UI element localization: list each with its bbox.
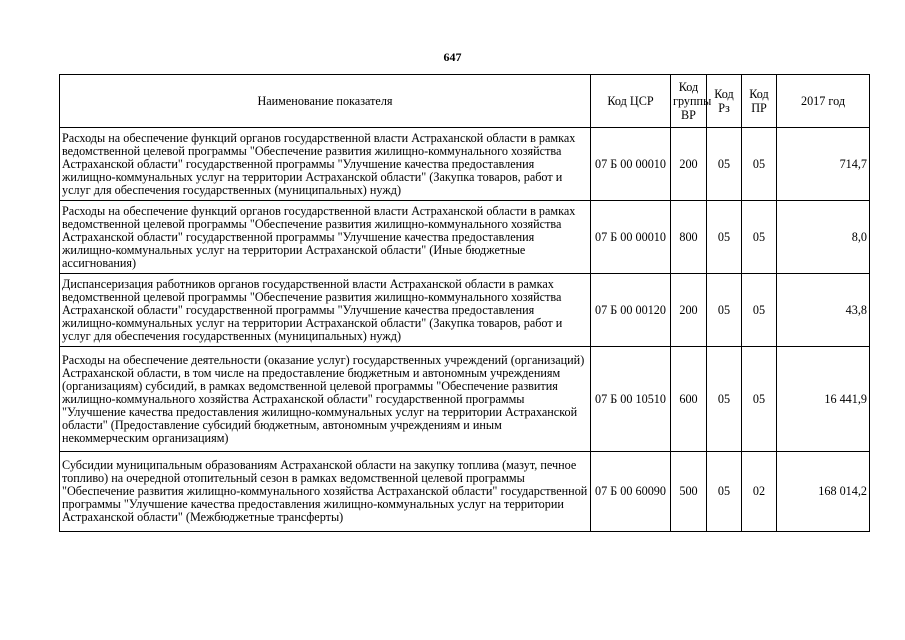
- table-row: [60, 452, 870, 532]
- row-vr: 200: [671, 128, 707, 201]
- row-csr: 07 Б 00 60090: [591, 452, 671, 532]
- row-name: Диспансеризация работников органов государственной власти Астраханской области в рамках ведомственной целевой программы "Обеспечение развития жилищно-коммунального хозяйства Астраханской области" государственной программы "Улучшение качества предоставления жилищно-коммунальных услуг на территории Астраханской области" (Закупка товаров, работ и услуг для обеспечения государственных (муниципальных) нужд): [60, 274, 591, 347]
- row-pr: 05: [742, 347, 777, 452]
- row-pr: 05: [742, 128, 777, 201]
- row-vr: 800: [671, 201, 707, 274]
- row-csr: 07 Б 00 00120: [591, 274, 671, 347]
- page-number: 647: [443, 50, 462, 64]
- row-rz: 05: [707, 128, 742, 201]
- table-row: [60, 274, 870, 347]
- row-name: Субсидии муниципальным образованиям Астраханской области на закупку топлива (мазут, печное топливо) на очередной отопительный сезон в рамках ведомственной целевой программы "Обеспечение развития жилищно-коммунального хозяйства Астраханской области" государственной программы "Улучшение качества предоставления жилищно-коммунальных услуг на территории Астраханской области" (Межбюджетные трансферты): [60, 452, 591, 532]
- table-header-row: [60, 75, 870, 128]
- table-row: [60, 347, 870, 452]
- row-amount: 168 014,2: [777, 452, 870, 532]
- row-name: Расходы на обеспечение функций органов государственной власти Астраханской области в рамках ведомственной целевой программы "Обеспечение развития жилищно-коммунального хозяйства Астраханской области" государственной программы "Улучшение качества предоставления жилищно-коммунальных услуг на территории Астраханской области" (Иные бюджетные ассигнования): [60, 201, 591, 274]
- row-amount: 714,7: [777, 128, 870, 201]
- budget-table: [59, 74, 870, 532]
- row-rz: 05: [707, 452, 742, 532]
- row-vr: 600: [671, 347, 707, 452]
- row-rz: 05: [707, 201, 742, 274]
- row-name: Расходы на обеспечение функций органов государственной власти Астраханской области в рамках ведомственной целевой программы "Обеспечение развития жилищно-коммунального хозяйства Астраханской области" государственной программы "Улучшение качества предоставления жилищно-коммунальных услуг на территории Астраханской области" (Закупка товаров, работ и услуг для обеспечения государственных (муниципальных) нужд): [60, 128, 591, 201]
- header-name: Наименование показателя: [60, 75, 591, 128]
- row-csr: 07 Б 00 00010: [591, 201, 671, 274]
- row-csr: 07 Б 00 10510: [591, 347, 671, 452]
- header-vr: Код группы ВР: [671, 75, 707, 128]
- header-csr: Код ЦСР: [591, 75, 671, 128]
- row-vr: 200: [671, 274, 707, 347]
- row-pr: 05: [742, 201, 777, 274]
- row-pr: 05: [742, 274, 777, 347]
- row-vr: 500: [671, 452, 707, 532]
- row-csr: 07 Б 00 00010: [591, 128, 671, 201]
- row-rz: 05: [707, 347, 742, 452]
- header-pr: Код ПР: [742, 75, 777, 128]
- row-amount: 16 441,9: [777, 347, 870, 452]
- row-pr: 02: [742, 452, 777, 532]
- header-year: 2017 год: [777, 75, 870, 128]
- table-row: [60, 201, 870, 274]
- row-name: Расходы на обеспечение деятельности (оказание услуг) государственных учреждений (организаций) Астраханской области, в том числе на предоставление бюджетным и автономным учреждениям (организациям) субсидий, в рамках ведомственной целевой программы "Обеспечение развития жилищно-коммунального хозяйства Астраханской области" государственной программы "Улучшение качества предоставления жилищно-коммунальных услуг на территории Астраханской области" (Предоставление субсидий бюджетным, автономным учреждениям и иным некоммерческим организациям): [60, 347, 591, 452]
- table-row: [60, 128, 870, 201]
- row-rz: 05: [707, 274, 742, 347]
- row-amount: 8,0: [777, 201, 870, 274]
- row-amount: 43,8: [777, 274, 870, 347]
- header-rz: Код Рз: [707, 75, 742, 128]
